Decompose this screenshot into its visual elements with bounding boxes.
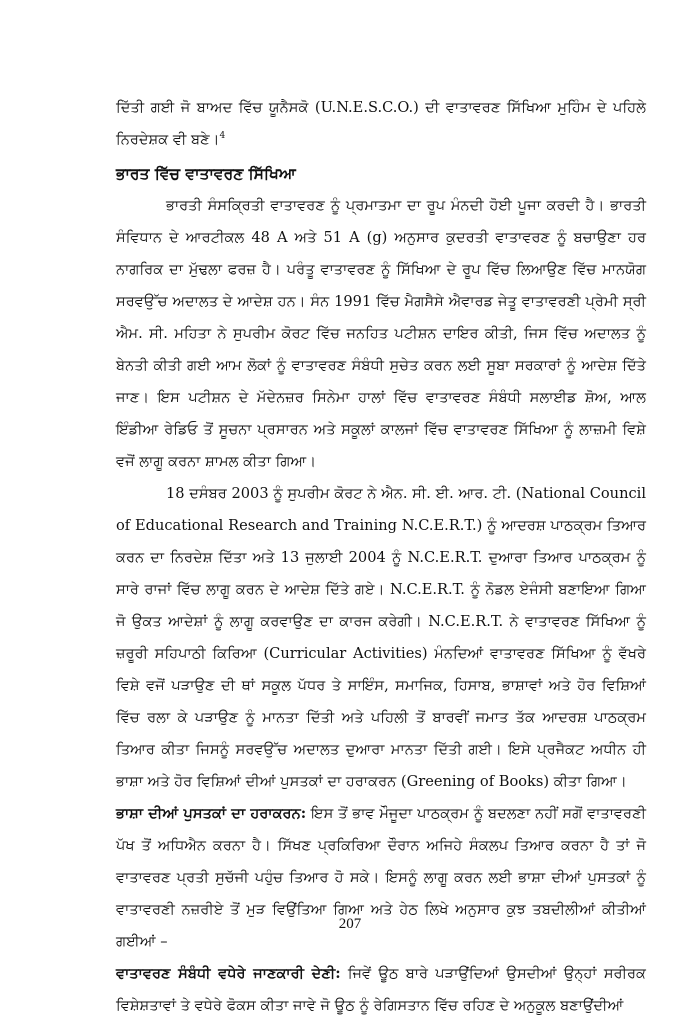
page-number: 207 <box>338 916 362 932</box>
india-paragraph: ਭਾਰਤੀ ਸੰਸਕ੍ਰਿਤੀ ਵਾਤਾਵਰਣ ਨੂੰ ਪ੍ਰਮਾਤਮਾ ਦਾ ਰੂਪ ਮੰਨਦੀ ਹੋਈ ਪੂਜਾ ਕਰਦੀ ਹੈ। ਭਾਰਤੀ ਸੰਵਿਧਾਨ ਦੇ ਆਰਟੀਕਲ 48 A ਅਤੇ 51 A (g) ਅਨੁਸਾਰ ਕੁਦਰਤੀ ਵਾਤਾਵਰਣ ਨੂੰ ਬਚਾਉਣਾ ਹਰ ਨਾਗਰਿਕ ਦਾ ਮੁੱਢਲਾ ਫਰਜ਼ ਹੈ। ਪਰੰਤੂ ਵਾਤਾਵਰਣ ਨੂੰ ਸਿੱਖਿਆ ਦੇ ਰੂਪ ਵਿੱਚ ਲਿਆਉਣ ਵਿੱਚ ਮਾਨਯੋਗ ਸਰਵਉੱਚ ਅਦਾਲਤ ਦੇ ਆਦੇਸ਼ ਹਨ। ਸੰਨ 1991 ਵਿੱਚ ਮੈਗਸੈਸੇ ਐਵਾਰਡ ਜੇਤੂ ਵਾਤਾਵਰਣੀ ਪ੍ਰੇਮੀ ਸ੍ਰੀ ਐਮ. ਸੀ. ਮਹਿਤਾ ਨੇ ਸੁਪਰੀਮ ਕੋਰਟ ਵਿੱਚ ਜਨਹਿਤ ਪਟੀਸ਼ਨ ਦਾਇਰ ਕੀਤੀ, ਜਿਸ ਵਿੱਚ ਅਦਾਲਤ ਨੂੰ ਬੇਨਤੀ ਕੀਤੀ ਗਈ ਆਮ ਲੋਕਾਂ ਨੂੰ ਵਾਤਾਵਰਣ ਸੰਬੰਧੀ ਸੁਚੇਤ ਕਰਨ ਲਈ ਸੂਬਾ ਸਰਕਾਰਾਂ ਨੂੰ ਆਦੇਸ਼ ਦਿੱਤੇ ਜਾਣ। ਇਸ ਪਟੀਸ਼ਨ ਦੇ ਮੱਦੇਨਜ਼ਰ ਸਿਨੇਮਾ ਹਾਲਾਂ ਵਿੱਚ ਵਾਤਾਵਰਣ ਸੰਬੰਧੀ ਸਲਾਈਡ ਸ਼ੋਅ, ਆਲ ਇੰਡੀਆ ਰੇਡਿਓ ਤੋਂ ਸੂਚਨਾ ਪ੍ਰਸਾਰਨ ਅਤੇ ਸਕੂਲਾਂ ਕਾਲਜਾਂ ਵਿੱਚ ਵਾਤਾਵਰਣ ਸਿੱਖਿਆ ਨੂੰ ਲਾਜ਼ਮੀ ਵਿਸ਼ੇ ਵਜੋਂ ਲਾਗੂ ਕਰਨਾ ਸ਼ਾਮਲ ਕੀਤਾ ਗਿਆ। <box>116 197 646 470</box>
greening-paragraph <box>116 798 646 958</box>
greening-lead: ਭਾਸ਼ਾ ਦੀਆਂ ਪੁਸਤਕਾਂ ਦਾ ਹਰਾਕਰਨ: <box>116 805 307 822</box>
footnote-marker: 4 <box>219 131 226 142</box>
intro-text: ਦਿੱਤੀ ਗਈ ਜੋ ਬਾਅਦ ਵਿੱਚ ਯੂਨੈਸਕੋ (U.N.E.S.C.O.) ਦੀ ਵਾਤਾਵਰਣ ਸਿੱਖਿਆ ਮੁਹਿੰਮ ਦੇ ਪਹਿਲੇ ਨਿਰਦੇਸ਼ਕ ਵੀ ਬਣੇ। <box>116 99 646 148</box>
info-paragraph <box>116 958 646 1022</box>
greening-body: ਇਸ ਤੋਂ ਭਾਵ ਮੌਜੂਦਾ ਪਾਠਕ੍ਰਮ ਨੂੰ ਬਦਲਣਾ ਨਹੀਂ ਸਗੋਂ ਵਾਤਾਵਰਣੀ ਪੱਖ ਤੋਂ ਅਧਿਐਨ ਕਰਨਾ ਹੈ। ਸਿੱਖਣ ਪ੍ਰਕਿਰਿਆ ਦੌਰਾਨ ਅਜਿਹੇ ਸੰਕਲਪ ਤਿਆਰ ਕਰਨਾ ਹੈ ਤਾਂ ਜੋ ਵਾਤਾਵਰਣ ਪ੍ਰਤੀ ਸੁਚੱਜੀ ਪਹੁੰਚ ਤਿਆਰ ਹੋ ਸਕੇ। ਇਸਨੂੰ ਲਾਗੂ ਕਰਨ ਲਈ ਭਾਸ਼ਾ ਦੀਆਂ ਪੁਸਤਕਾਂ ਨੂੰ ਵਾਤਾਵਰਣੀ ਨਜ਼ਰੀਏ ਤੋਂ ਮੁੜ ਵਿਉਂਤਿਆ ਗਿਆ ਅਤੇ ਹੇਠ ਲਿਖੇ ਅਨੁਸਾਰ ਕੁਝ ਤਬਦੀਲੀਆਂ ਕੀਤੀਆਂ ਗਈਆਂ – <box>116 805 646 950</box>
ncert-paragraph: 18 ਦਸੰਬਰ 2003 ਨੂੰ ਸੁਪਰੀਮ ਕੋਰਟ ਨੇ ਐਨ. ਸੀ. ਈ. ਆਰ. ਟੀ. (National Council of Educational Research and Training N.C.E.R.T.) ਨੂੰ ਆਦਰਸ਼ ਪਾਠਕ੍ਰਮ ਤਿਆਰ ਕਰਨ ਦਾ ਨਿਰਦੇਸ਼ ਦਿੱਤਾ ਅਤੇ 13 ਜੁਲਾਈ 2004 ਨੂੰ N.C.E.R.T. ਦੁਆਰਾ ਤਿਆਰ ਪਾਠਕ੍ਰਮ ਨੂੰ ਸਾਰੇ ਰਾਜਾਂ ਵਿੱਚ ਲਾਗੂ ਕਰਨ ਦੇ ਆਦੇਸ਼ ਦਿੱਤੇ ਗਏ। N.C.E.R.T. ਨੂੰ ਨੋਡਲ ਏਜੰਸੀ ਬਣਾਇਆ ਗਿਆ ਜੋ ਉਕਤ ਆਦੇਸ਼ਾਂ ਨੂੰ ਲਾਗੂ ਕਰਵਾਉਣ ਦਾ ਕਾਰਜ ਕਰੇਗੀ। N.C.E.R.T. ਨੇ ਵਾਤਾਵਰਣ ਸਿੱਖਿਆ ਨੂੰ ਜ਼ਰੂਰੀ ਸਹਿਪਾਠੀ ਕਿਰਿਆ (Curricular Activities) ਮੰਨਦਿਆਂ ਵਾਤਾਵਰਣ ਸਿੱਖਿਆ ਨੂੰ ਵੱਖਰੇ ਵਿਸ਼ੇ ਵਜੋਂ ਪੜਾਉਣ ਦੀ ਥਾਂ ਸਕੂਲ ਪੱਧਰ ਤੇ ਸਾਇੰਸ, ਸਮਾਜਿਕ, ਹਿਸਾਬ, ਭਾਸ਼ਾਵਾਂ ਅਤੇ ਹੋਰ ਵਿਸ਼ਿਆਂ ਵਿੱਚ ਰਲਾ ਕੇ ਪੜਾਉਣ ਨੂੰ ਮਾਨਤਾ ਦਿੱਤੀ ਅਤੇ ਪਹਿਲੀ ਤੋਂ ਬਾਰਵੀਂ ਜਮਾਤ ਤੱਕ ਆਦਰਸ਼ ਪਾਠਕ੍ਰਮ ਤਿਆਰ ਕੀਤਾ ਜਿਸਨੂੰ ਸਰਵਉੱਚ ਅਦਾਲਤ ਦੁਆਰਾ ਮਾਨਤਾ ਦਿੱਤੀ ਗਈ। ਇਸੇ ਪ੍ਰਜੈਕਟ ਅਧੀਨ ਹੀ ਭਾਸ਼ਾ ਅਤੇ ਹੋਰ ਵਿਸ਼ਿਆਂ ਦੀਆਂ ਪੁਸਤਕਾਂ ਦਾ ਹਰਾਕਰਨ (Greening of Books) ਕੀਤਾ ਗਿਆ। <box>116 485 646 790</box>
info-lead: ਵਾਤਾਵਰਣ ਸੰਬੰਧੀ ਵਧੇਰੇ ਜਾਣਕਾਰੀ ਦੇਣੀ: <box>116 965 341 982</box>
info-body: ਜਿਵੇਂ ਊਠ ਬਾਰੇ ਪੜਾਉਂਦਿਆਂ ਉਸਦੀਆਂ ਉਨ੍ਹਾਂ ਸਰੀਰਕ ਵਿਸ਼ੇਸ਼ਤਾਵਾਂ ਤੇ ਵਧੇਰੇ ਫੋਕਸ ਕੀਤਾ ਜਾਵੇ ਜੋ ਊਠ ਨੂੰ ਰੇਗਿਸਤਾਨ ਵਿੱਚ ਰਹਿਣ ਦੇ ਅਨੁਕੂਲ ਬਣਾਉਂਦੀਆਂ <box>116 965 646 1014</box>
intro-paragraph <box>116 92 646 156</box>
section-heading: ਭਾਰਤ ਵਿੱਚ ਵਾਤਾਵਰਣ ਸਿੱਖਿਆ <box>116 164 296 183</box>
